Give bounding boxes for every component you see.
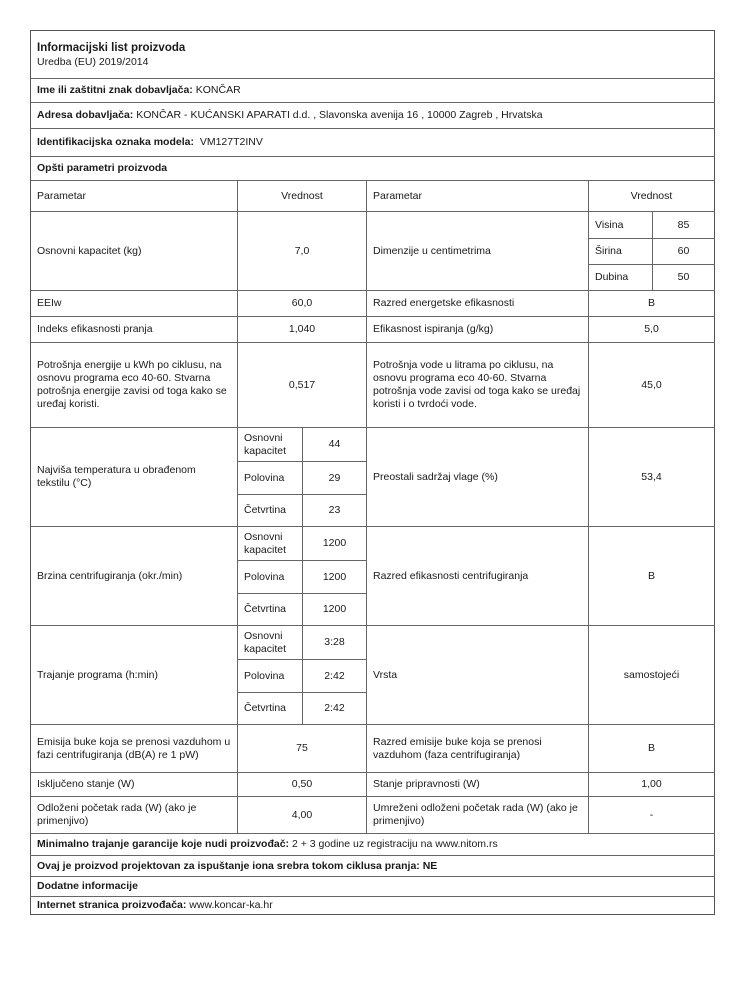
spin-class-label: Razred efikasnosti centrifugiranja: [373, 569, 529, 582]
spin-speed-half-label: Polovina: [244, 570, 285, 583]
max-temp-quarter-label: Četvrtina: [244, 504, 287, 516]
wash-index-label: Indeks efikasnosti pranja: [37, 323, 153, 335]
off-mode-value: 0,50: [291, 778, 313, 790]
delay-start-label: Odloženi početak rada (W) (ako je primenjivo): [37, 802, 197, 827]
rinse-value: 5,0: [644, 323, 659, 335]
warranty-row: [31, 834, 714, 855]
energy-consumption-label: Potrošnja energije u kWh po ciklusu, na osnovu programa eco 40-60. Stvarna potrošnja energije zavisi od toga kako se uređaj koristi.: [37, 359, 227, 410]
additional-info-label: Dodatne informacije: [37, 880, 138, 892]
supplier-address-value: KONČAR - KUĆANSKI APARATI d.d. , Slavonska avenija 16 , 10000 Zagreb , Hrvatska: [136, 109, 543, 121]
regulation: Uredba (EU) 2019/2014: [37, 55, 149, 68]
network-delay-value: -: [649, 808, 654, 821]
energy-class-value: B: [647, 297, 655, 309]
duration-full-value: 3:28: [324, 636, 345, 648]
spin-class-value: B: [647, 569, 655, 582]
standby-label: Stanje pripravnosti (W): [373, 778, 480, 790]
spin-speed-full-value: 1200: [322, 537, 347, 549]
noise-value: 75: [296, 742, 308, 754]
eeiw-value: 60,0: [291, 297, 313, 309]
network-delay-label: Umreženi odloženi početak rada (W) (ako je primenjivo): [373, 802, 578, 827]
max-temp-label: Najviša temperatura u obrađenom tekstilu (°C): [37, 464, 196, 489]
model-id-row: [31, 129, 714, 156]
warranty-value: 2 + 3 godine uz registraciju na www.nitom.rs: [291, 838, 498, 850]
model-id-label: Identifikacijska oznaka modela:: [37, 136, 194, 148]
website-label: Internet stranica proizvođača:: [37, 899, 187, 911]
sheet-header: [31, 31, 714, 78]
max-temp-full-value: 44: [328, 438, 341, 450]
type-label: Vrsta: [373, 668, 398, 681]
spin-speed-quarter-label: Četvrtina: [244, 603, 287, 615]
supplier-name-value: KONČAR: [195, 84, 241, 96]
general-section-label: Opšti parametri proizvoda: [37, 162, 168, 174]
spin-speed-label: Brzina centrifugiranja (okr./min): [37, 569, 183, 582]
off-mode-label: Isključeno stanje (W): [37, 778, 135, 790]
supplier-address-label: Adresa dobavljača:: [37, 109, 134, 121]
website-link[interactable]: www.koncar-ka.hr: [189, 899, 273, 911]
dimensions-label: Dimenzije u centimetrima: [373, 244, 491, 257]
dimension-depth-value: 50: [677, 271, 690, 283]
wash-index-value: 1,040: [288, 323, 316, 335]
spin-speed-quarter-value: 1200: [322, 603, 347, 615]
dimension-height-label: Visina: [595, 218, 624, 231]
duration-label: Trajanje programa (h:min): [37, 668, 158, 681]
duration-quarter-label: Četvrtina: [244, 702, 287, 714]
dimension-depth-label: Dubina: [595, 271, 629, 283]
max-temp-full-label: Osnovni kapacitet: [244, 431, 287, 457]
duration-half-value: 2:42: [324, 669, 345, 682]
energy-class-label: Razred energetske efikasnosti: [373, 297, 515, 309]
rinse-label: Efikasnost ispiranja (g/kg): [373, 323, 494, 335]
duration-quarter-value: 2:42: [324, 702, 345, 714]
col-header-value-2: Vrednost: [630, 189, 673, 202]
col-header-value: Vrednost: [281, 189, 323, 202]
capacity-value: 7,0: [294, 244, 310, 257]
water-consumption-value: 45,0: [641, 378, 662, 391]
type-value: samostojeći: [623, 668, 680, 681]
dimension-height-value: 85: [677, 218, 690, 231]
duration-half-label: Polovina: [244, 669, 285, 682]
supplier-name-row: [31, 79, 714, 102]
additional-info-row: [31, 877, 714, 896]
silver-ions-row: [31, 856, 714, 876]
eeiw-label: EEIw: [37, 297, 62, 309]
dimension-width-label: Širina: [595, 245, 622, 257]
supplier-name-label: Ime ili zaštitni znak dobavljača:: [37, 84, 193, 96]
general-section-heading: [31, 157, 714, 180]
silver-ions-text: Ovaj je proizvod projektovan za ispuštanje iona srebra tokom ciklusa pranja: NE: [37, 859, 438, 872]
website-row: [31, 897, 714, 914]
spin-speed-full-label: Osnovni kapacitet: [244, 530, 287, 556]
max-temp-half-label: Polovina: [244, 471, 285, 484]
moisture-value: 53,4: [641, 470, 662, 483]
moisture-label: Preostali sadržaj vlage (%): [373, 470, 498, 483]
spin-speed-half-value: 1200: [322, 570, 347, 583]
capacity-label: Osnovni kapacitet (kg): [37, 244, 142, 257]
supplier-address-row: [31, 103, 714, 128]
sheet-title: Informacijski list proizvoda: [37, 41, 186, 54]
noise-class-label: Razred emisije buke koja se prenosi vazduhom (faza centrifugiranja): [373, 735, 542, 761]
dimension-width-value: 60: [677, 245, 690, 257]
max-temp-quarter-value: 23: [328, 504, 341, 516]
warranty-label: Minimalno trajanje garancije koje nudi proizvođač:: [37, 838, 290, 850]
duration-full-label: Osnovni kapacitet: [244, 629, 287, 655]
standby-value: 1,00: [641, 778, 662, 790]
delay-start-value: 4,00: [291, 808, 313, 821]
max-temp-half-value: 29: [328, 471, 341, 484]
model-id-value: VM127T2INV: [199, 136, 263, 148]
col-header-param-2: Parametar: [373, 189, 423, 202]
energy-consumption-value: 0,517: [288, 378, 316, 391]
water-consumption-label: Potrošnja vode u litrama po ciklusu, na osnovu programa eco 40-60. Stvarna potrošnja vode zavisi od toga kako se uređaj koristi i o tvrdoći vode.: [373, 359, 581, 410]
noise-label: Emisija buke koja se prenosi vazduhom u fazi centrifugiranja (dB(A) re 1 pW): [37, 735, 231, 761]
col-header-param: Parametar: [37, 189, 87, 202]
noise-class-value: B: [647, 742, 655, 754]
